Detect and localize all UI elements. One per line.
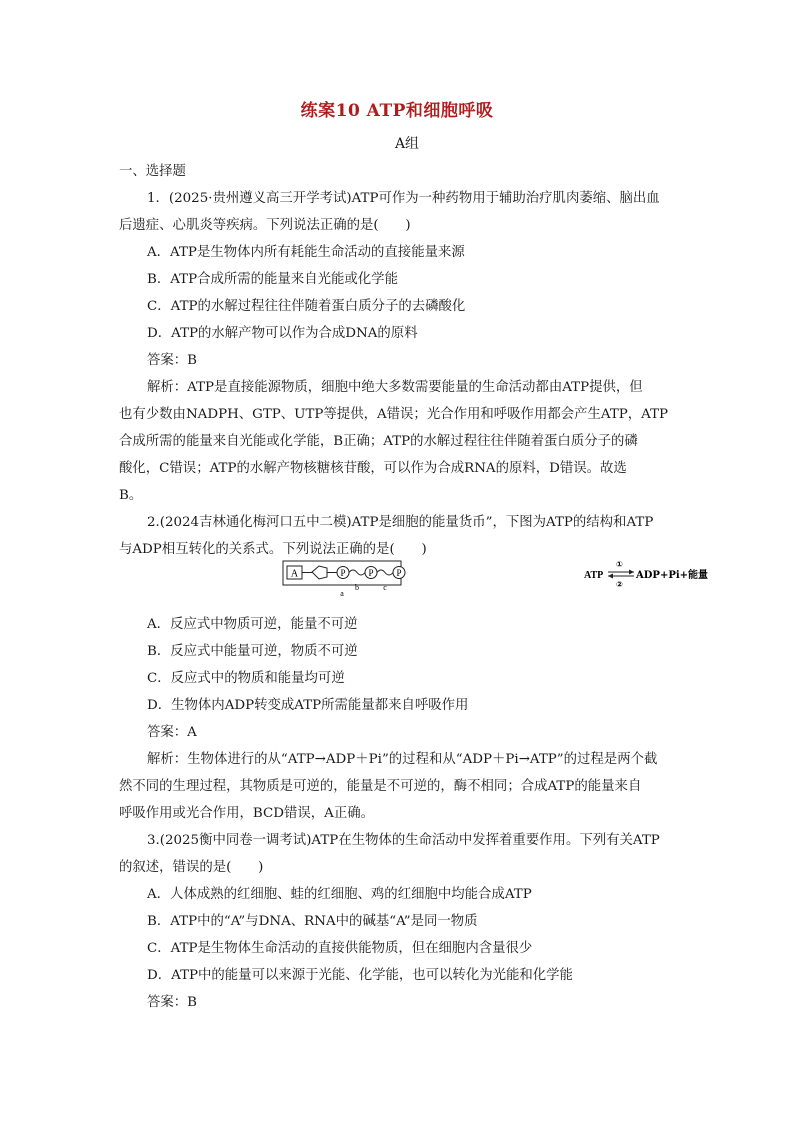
ribose-pentagon — [312, 566, 327, 579]
page-title: 练案10 ATP和细胞呼吸 — [300, 101, 494, 121]
option-b: B．ATP合成所需的能量来自光能或化学能 — [147, 272, 398, 287]
content — [119, 158, 709, 1016]
answer: 答案：B — [147, 353, 198, 368]
option-c: C．ATP是生物体生命活动的直接供能物质，但在细胞内含量很少 — [147, 941, 533, 956]
question-1 — [119, 185, 675, 509]
analysis-line: 也有少数由NADPH、GTP、UTP等提供，A错误；光合作用和呼吸作用都会产生ATP，ATP — [119, 407, 669, 422]
analysis-line: 合成所需的能量来自光能或化学能，B正确；ATP的水解过程往往伴随着蛋白质分子的磷 — [119, 434, 638, 449]
option-d: D．ATP的水解产物可以作为合成DNA的原料 — [147, 326, 418, 341]
reverse-arrowhead — [608, 574, 613, 579]
option-c: C．ATP的水解过程往往伴随着蛋白质分子的去磷酸化 — [147, 299, 466, 314]
option-b: B．反应式中能量可逆，物质不可逆 — [147, 644, 358, 659]
option-b: B．ATP中的“A”与DNA、RNA中的碱基“A”是同一物质 — [147, 914, 478, 929]
arrow-bottom-label: ② — [616, 580, 623, 589]
option-d: D．ATP中的能量可以来源于光能、化学能，也可以转化为光能和化学能 — [147, 968, 573, 983]
question-stem-line: 与ADP相互转化的关系式。下列说法正确的是( ) — [119, 542, 427, 557]
adenine-label: A — [290, 568, 299, 580]
option-a: A．ATP是生物体内所有耗能生命活动的直接能量来源 — [147, 245, 465, 260]
option-d: D．生物体内ADP转变成ATP所需能量都来自呼吸作用 — [147, 698, 469, 713]
section-heading: 一、选择题 — [119, 164, 186, 179]
group-heading: A组 — [394, 136, 420, 152]
phosphate-label: P — [396, 568, 402, 578]
label-b: b — [355, 583, 359, 592]
analysis-line: B。 — [119, 488, 143, 503]
eq-left: ATP — [584, 570, 604, 581]
high-energy-bond-c — [377, 570, 393, 575]
label-c: c — [383, 583, 387, 592]
forward-arrowhead — [629, 570, 634, 575]
option-a: A．人体成熟的红细胞、蛙的红细胞、鸡的红细胞中均能合成ATP — [147, 887, 532, 902]
eq-right: ADP+Pi+能量 — [636, 570, 709, 581]
analysis-line: 酸化，C错误；ATP的水解产物核糖核苷酸，可以作为合成RNA的原料，D错误。故选 — [119, 461, 627, 476]
question-stem-line: 2.(2024吉林通化梅河口五中二模)ATP是细胞的能量货币”，下图为ATP的结构和ATP — [147, 515, 654, 530]
equation-figure — [584, 559, 714, 589]
analysis-line: 解析：生物体进行的从“ATP→ADP＋Pi”的过程和从“ADP＋Pi→ATP”的过程是两个截 — [147, 752, 658, 767]
phosphate-label: P — [368, 568, 374, 578]
option-c: C．反应式中的物质和能量均可逆 — [147, 671, 345, 686]
analysis-line: 然不同的生理过程，其物质是可逆的，能量是不可逆的，酶不相同；合成ATP的能量来自 — [119, 779, 642, 794]
question-stem-line: 的叙述，错误的是( ) — [119, 860, 264, 875]
question-stem-line: 后遗症、心肌炎等疾病。下列说法正确的是( ) — [119, 218, 411, 233]
atp-structure-diagram — [119, 560, 709, 611]
high-energy-bond-b — [349, 570, 365, 575]
question-stem-line: 1．(2025·贵州遵义高三开学考试)ATP可作为一种药物用于辅助治疗肌肉萎缩、脑出血 — [147, 191, 660, 206]
question-2 — [119, 509, 709, 827]
phosphate-label: P — [340, 568, 346, 578]
question-stem-line: 3.(2025衡中同卷一调考试)ATP在生物体的生命活动中发挥着重要作用。下列有关ATP — [147, 833, 660, 848]
analysis-line: 解析：ATP是直接能源物质，细胞中绝大多数需要能量的生命活动都由ATP提供，但 — [147, 380, 643, 395]
answer: 答案：B — [147, 995, 198, 1010]
analysis-line: 呼吸作用或光合作用，BCD错误，A正确。 — [119, 806, 374, 821]
answer: 答案：A — [147, 725, 197, 740]
atp-structure-figure — [282, 555, 418, 599]
option-a: A．反应式中物质可逆，能量不可逆 — [147, 617, 358, 632]
arrow-top-label: ① — [616, 560, 623, 569]
label-a: a — [340, 589, 344, 598]
question-3 — [119, 827, 675, 1016]
